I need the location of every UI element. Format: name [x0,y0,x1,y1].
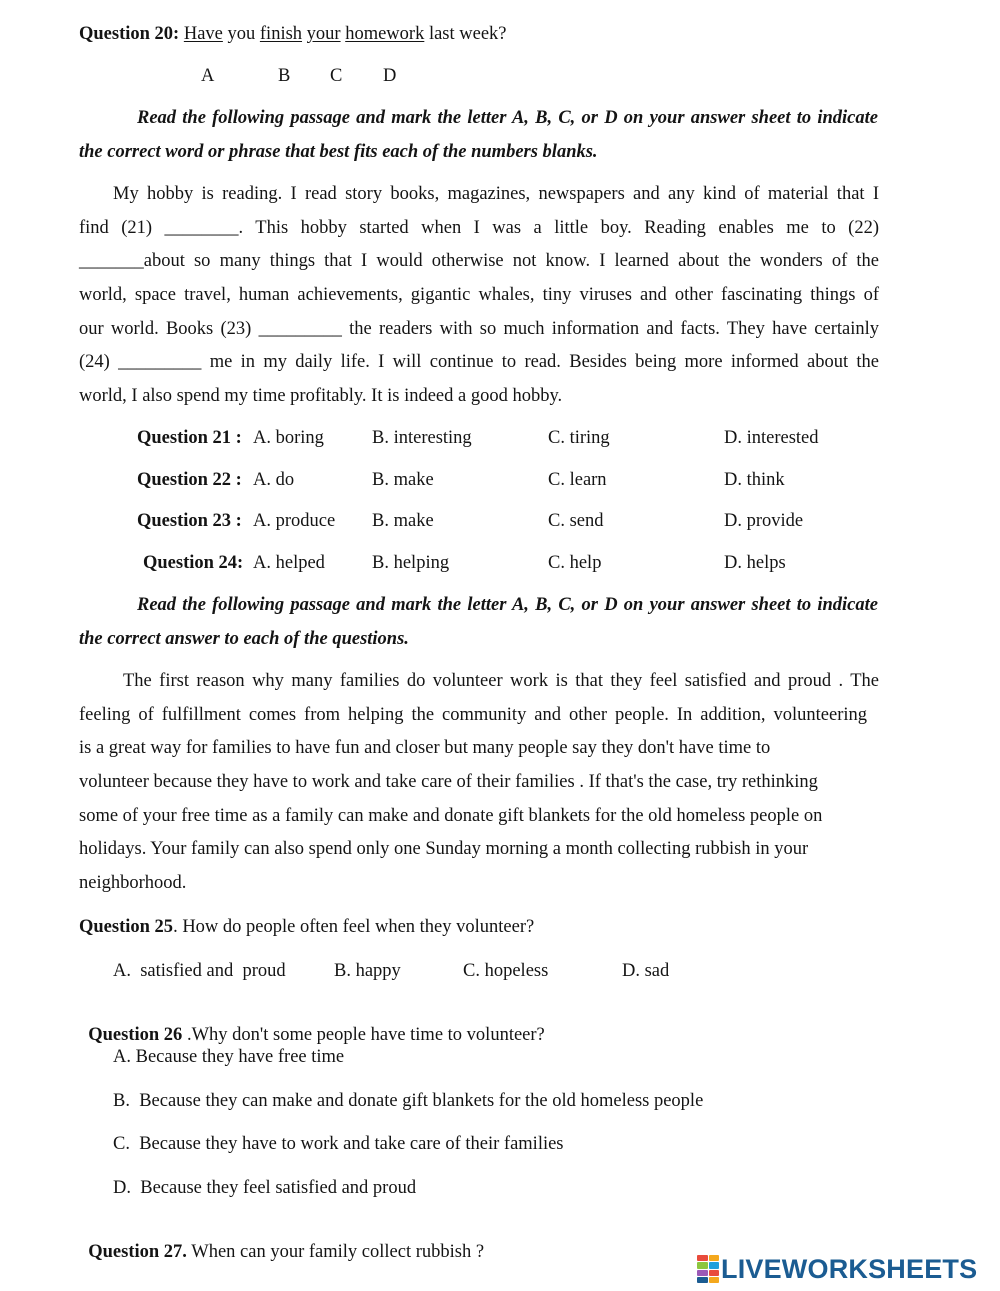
logo-tile [697,1255,708,1261]
q20-letter-c: C [330,66,343,86]
passage-2-line: neighborhood. [79,873,187,894]
logo-tile [709,1262,720,1268]
question-23-label: Question 23 : [137,511,242,531]
passage-2-line: The first reason why many families do volunteer work is that they feel satisfied and proud . The [123,671,879,691]
question-25-label: Question 25 [79,917,174,937]
q20-word-c: your [306,24,341,44]
passage-2-line: some of your free time as a family can make and donate gift blankets for the old homeless people on [79,805,823,826]
passage-2-line: volunteer because they have to work and take care of their families . If that's the case, try rethinking [79,772,818,793]
passage-1-line: My hobby is reading. I read story books, magazines, newspapers and any kind of material that I [113,184,879,204]
passage-2-line: holidays. Your family can also spend only one Sunday morning a month collecting rubbish in your [79,839,809,860]
q22-option-d: D. think [724,470,785,490]
q23-option-d: D. provide [724,511,804,531]
instruction-1-line-1: Read the following passage and mark the letter A, B, C, or D on your answer sheet to indicate [137,108,878,128]
q21-option-c: C. tiring [548,428,610,448]
liveworksheets-logo[interactable] [697,1251,977,1287]
q24-option-d: D. helps [724,553,786,573]
q20-letter-b: B [278,66,291,86]
question-25 [79,917,534,938]
q24-option-c: C. help [548,553,602,573]
q26-option-d: D. Because they feel satisfied and proud [113,1178,417,1198]
question-27-text: When can your family collect rubbish ? [186,1242,485,1262]
question-25-text: . How do people often feel when they volunteer? [173,917,535,937]
logo-tile [697,1262,708,1268]
q22-option-c: C. learn [548,470,607,490]
q20-letter-a: A [201,66,215,86]
passage-1-line: _______about so many things that I would otherwise not know. I learned about the wonders of the [79,251,879,272]
q20-word-you: you [227,24,256,44]
q20-tail: last week? [428,24,507,44]
passage-1-line: our world. Books (23) _________ the readers with so much information and facts. They have certainly [79,318,879,339]
question-20-label: Question 20: [79,24,180,44]
logo-tile [709,1270,720,1276]
logo-tile [709,1255,720,1261]
q20-word-b: finish [259,24,303,44]
instruction-1-line-2: the correct word or phrase that best fits each of the numbers blanks. [79,142,598,162]
question-26-label: Question 26 [88,1025,183,1045]
q21-option-b: B. interesting [372,428,472,448]
q22-option-b: B. make [372,470,434,490]
instruction-2-line-2: the correct answer to each of the questions. [79,629,409,649]
logo-tile [697,1277,708,1283]
question-24-label: Question 24: [143,553,244,573]
question-26 [79,1004,545,1046]
passage-1-line: world, space travel, human achievements, gigantic whales, tiny viruses and other fascinating things of [79,285,879,306]
q26-option-c: C. Because they have to work and take care of their families [113,1134,564,1154]
passage-1-line: find (21) ________. This hobby started when I was a little boy. Reading enables me to (22) [79,217,879,238]
question-20 [79,24,507,45]
passage-1-line: world, I also spend my time profitably. It is indeed a good hobby. [79,386,563,407]
question-27-label: Question 27. [88,1242,187,1262]
q25-option-b: B. happy [334,961,401,981]
passage-2-line: feeling of fulfillment comes from helping the community and other people. In addition, volunteering [79,704,867,725]
q23-option-c: C. send [548,511,604,531]
q26-option-b: B. Because they can make and donate gift blankets for the old homeless people [113,1091,704,1111]
question-21-label: Question 21 : [137,428,242,448]
q26-option-a: A. Because they have free time [113,1047,345,1067]
passage-2 [79,665,879,901]
q20-word-a: Have [183,24,223,44]
q25-option-d: D. sad [622,961,670,981]
q23-option-a: A. produce [253,511,336,531]
logo-tile [697,1270,708,1276]
q21-option-a: A. boring [253,428,324,448]
passage-2-line: is a great way for families to have fun and closer but many people say they don't have time to [79,738,771,759]
instruction-2-line-1: Read the following passage and mark the letter A, B, C, or D on your answer sheet to indicate [137,595,878,615]
q24-option-b: B. helping [372,553,450,573]
q24-option-a: A. helped [253,553,325,573]
q25-option-c: C. hopeless [463,961,549,981]
q25-option-a: A. satisfied and proud [113,961,286,981]
q20-word-d: homework [345,24,425,44]
question-26-text: .Why don't some people have time to volunteer? [182,1025,545,1045]
passage-1-line: (24) _________ me in my daily life. I will continue to read. Besides being more informed about the [79,352,879,373]
q22-option-a: A. do [253,470,295,490]
question-27 [79,1221,484,1263]
q21-option-d: D. interested [724,428,819,448]
liveworksheets-logo-text: LIVEWORKSHEETS [721,1253,978,1284]
logo-tile [709,1277,720,1283]
liveworksheets-logo-icon [697,1255,719,1283]
passage-1 [79,178,879,414]
q23-option-b: B. make [372,511,434,531]
q20-letter-d: D [383,66,397,86]
question-22-label: Question 22 : [137,470,242,490]
